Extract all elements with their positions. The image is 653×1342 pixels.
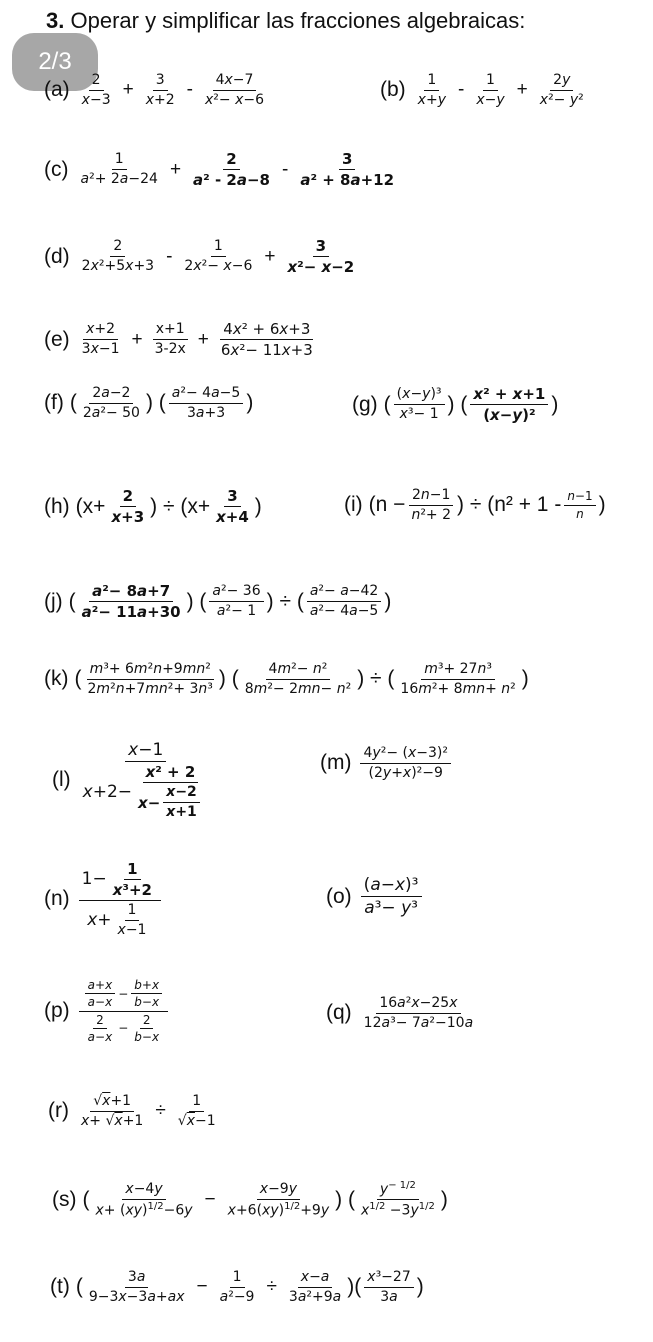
exercise-o: (o) $\frac{\text{(a−x)³}}{\text{a³− y³}}$: [326, 875, 425, 919]
exercise-a: (a) $\frac{2}{x-3}$ + $\frac{3}{x+2}$ - $\frac{4x-7}{\text{x²− x−6}}$: [44, 72, 265, 108]
exercise-b: (b) $\frac{1}{x+y}$ - $\frac{1}{x-y}$ + $\frac{2y}{\text{x²− y²}}$: [380, 72, 584, 108]
exercise-k: (k) ( $\frac{\text{m³+ 6m²n+9mn²}}{\text{2m²n+7mn²+ 3n³}}$ ) ( $\frac{\text{4m²− n²}}{\text{8m²− 2mn− n²}}$ ) ÷ ( $\frac{\text{m³+ 27n³}}{\text{16m²+ 8mn+ n²}}$ ): [44, 661, 529, 697]
exercise-label: (o): [326, 884, 352, 908]
exercise-label: (t): [50, 1275, 70, 1299]
exercise-c: (c) $\frac{1}{\text{a²+ 2a−24}}$ + $\frac{2}{\text{a² - 2a−8}}$ - $\frac{3}{\text{a² + 8a+12}}$: [44, 150, 395, 189]
exercise-label: (l): [52, 768, 71, 792]
exercise-label: (r): [48, 1099, 69, 1123]
exercise-label: (m): [320, 751, 352, 775]
exercise-f: (f) ( $\frac{2a-2}{\text{2a²− 50}}$ ) ( $\frac{\text{a²− 4a−5}}{3a+3}$ ): [44, 385, 254, 421]
exercise-d: (d) $\frac{2}{\text{2x²+5x+3}}$ - $\frac{1}{\text{2x²− x−6}}$ + $\frac{3}{\text{x²− x−2}}$: [44, 237, 355, 276]
exercise-label: (g): [352, 392, 378, 416]
exercise-label: (q): [326, 1001, 352, 1025]
exercise-label: (h): [44, 494, 70, 518]
exercise-j: (j) ( $\frac{\text{a²− 8a+7}}{\text{a²− 11a+30}}$ ) ( $\frac{\text{a²− 36}}{\text{a²− 1}}$ ) ÷ ( $\frac{\text{a²− a−42}}{\text{a²− 4a−5}}$ ): [44, 582, 392, 621]
exercise-s: (s) ( $\frac{x-4y}{x+ (xy)^{1/2}-6y}$ − $\frac{x-9y}{x+6(xy)^{1/2}+9y}$ ) ( $\frac{y^{- 1/2}}{x^{1/2} -3y^{1/2}}$ ): [52, 1180, 448, 1220]
exercise-label: (f): [44, 391, 64, 415]
exercise-t: (t) ( $\frac{3a}{9-3x-3a+ax}$ − $\frac{1}{\text{a²−9}}$ ÷ $\frac{x-a}{\text{3a²+9a}}$ )( $\frac{\text{x³−27}}{3a}$ ): [50, 1269, 424, 1305]
exercise-label: (k): [44, 667, 69, 691]
exercise-q: (q) $\frac{\text{16a²x−25x}}{\text{12a³− 7a²−10a}}$: [326, 995, 474, 1031]
exercise-label: (n): [44, 887, 70, 911]
exercise-label: (e): [44, 327, 70, 351]
exercise-m: (m) $\frac{\text{4y²− (x−3)²}}{\text{(2y+x)²−9}}$: [320, 745, 454, 782]
exercise-label: (j): [44, 589, 63, 613]
exercise-p: (p) $\frac{a+x}{a-x}$ − $\frac{b+x}{b-x}$ $\frac{2}{a-x}$ − $\frac{2}{b-x}$: [44, 978, 171, 1045]
exercise-label: (a): [44, 78, 70, 102]
exercise-label: (p): [44, 999, 70, 1023]
exercise-n: (n) 1− $\frac{1}{\text{x³+2}}$ x + $\frac{1}{x-1}$: [44, 860, 164, 939]
exercise-r: (r) $\frac{√x+1}{x+ √x+1}$ ÷ $\frac{1}{√x-1}$: [48, 1093, 216, 1129]
exercise-label: (d): [44, 244, 70, 268]
exercise-h: (h) (x+ $\frac{2}{x+3}$ ) ÷ (x+ $\frac{3}{x+4}$ ): [44, 487, 262, 526]
heading: [46, 8, 525, 34]
exercise-number: 3.: [46, 8, 65, 33]
exercise-g: (g) ( $\frac{\text{(x−y)³}}{\text{x³− 1}}$ ) ( $\frac{\text{x² + x+1}}{\text{(x−y)²}}$ ): [352, 385, 559, 424]
page-indicator-badge[interactable]: 2/3: [12, 33, 98, 91]
exercise-label: (i): [344, 493, 363, 517]
exercise-label: (c): [44, 157, 69, 181]
exercise-l: (l) x−1 x +2− x² + 2 x − $\frac{x-2}{x+1}$: [52, 740, 215, 821]
exercise-e: (e) $\frac{x+2}{3x-1}$ + $\frac{x+1}{3-2x}$ + $\frac{\text{4x² + 6x+3}}{\text{6x²− 11x+3}}$: [44, 320, 313, 359]
exercise-label: (s): [52, 1187, 77, 1211]
exercise-i: (i) (n − $\frac{2n-1}{\text{n²+ 2}}$ ) ÷ (n² + 1 - $\frac{n-1}{n}$ ): [344, 487, 606, 523]
exercise-title: Operar y simplificar las fracciones algebraicas:: [70, 8, 526, 33]
exercise-label: (b): [380, 78, 406, 102]
